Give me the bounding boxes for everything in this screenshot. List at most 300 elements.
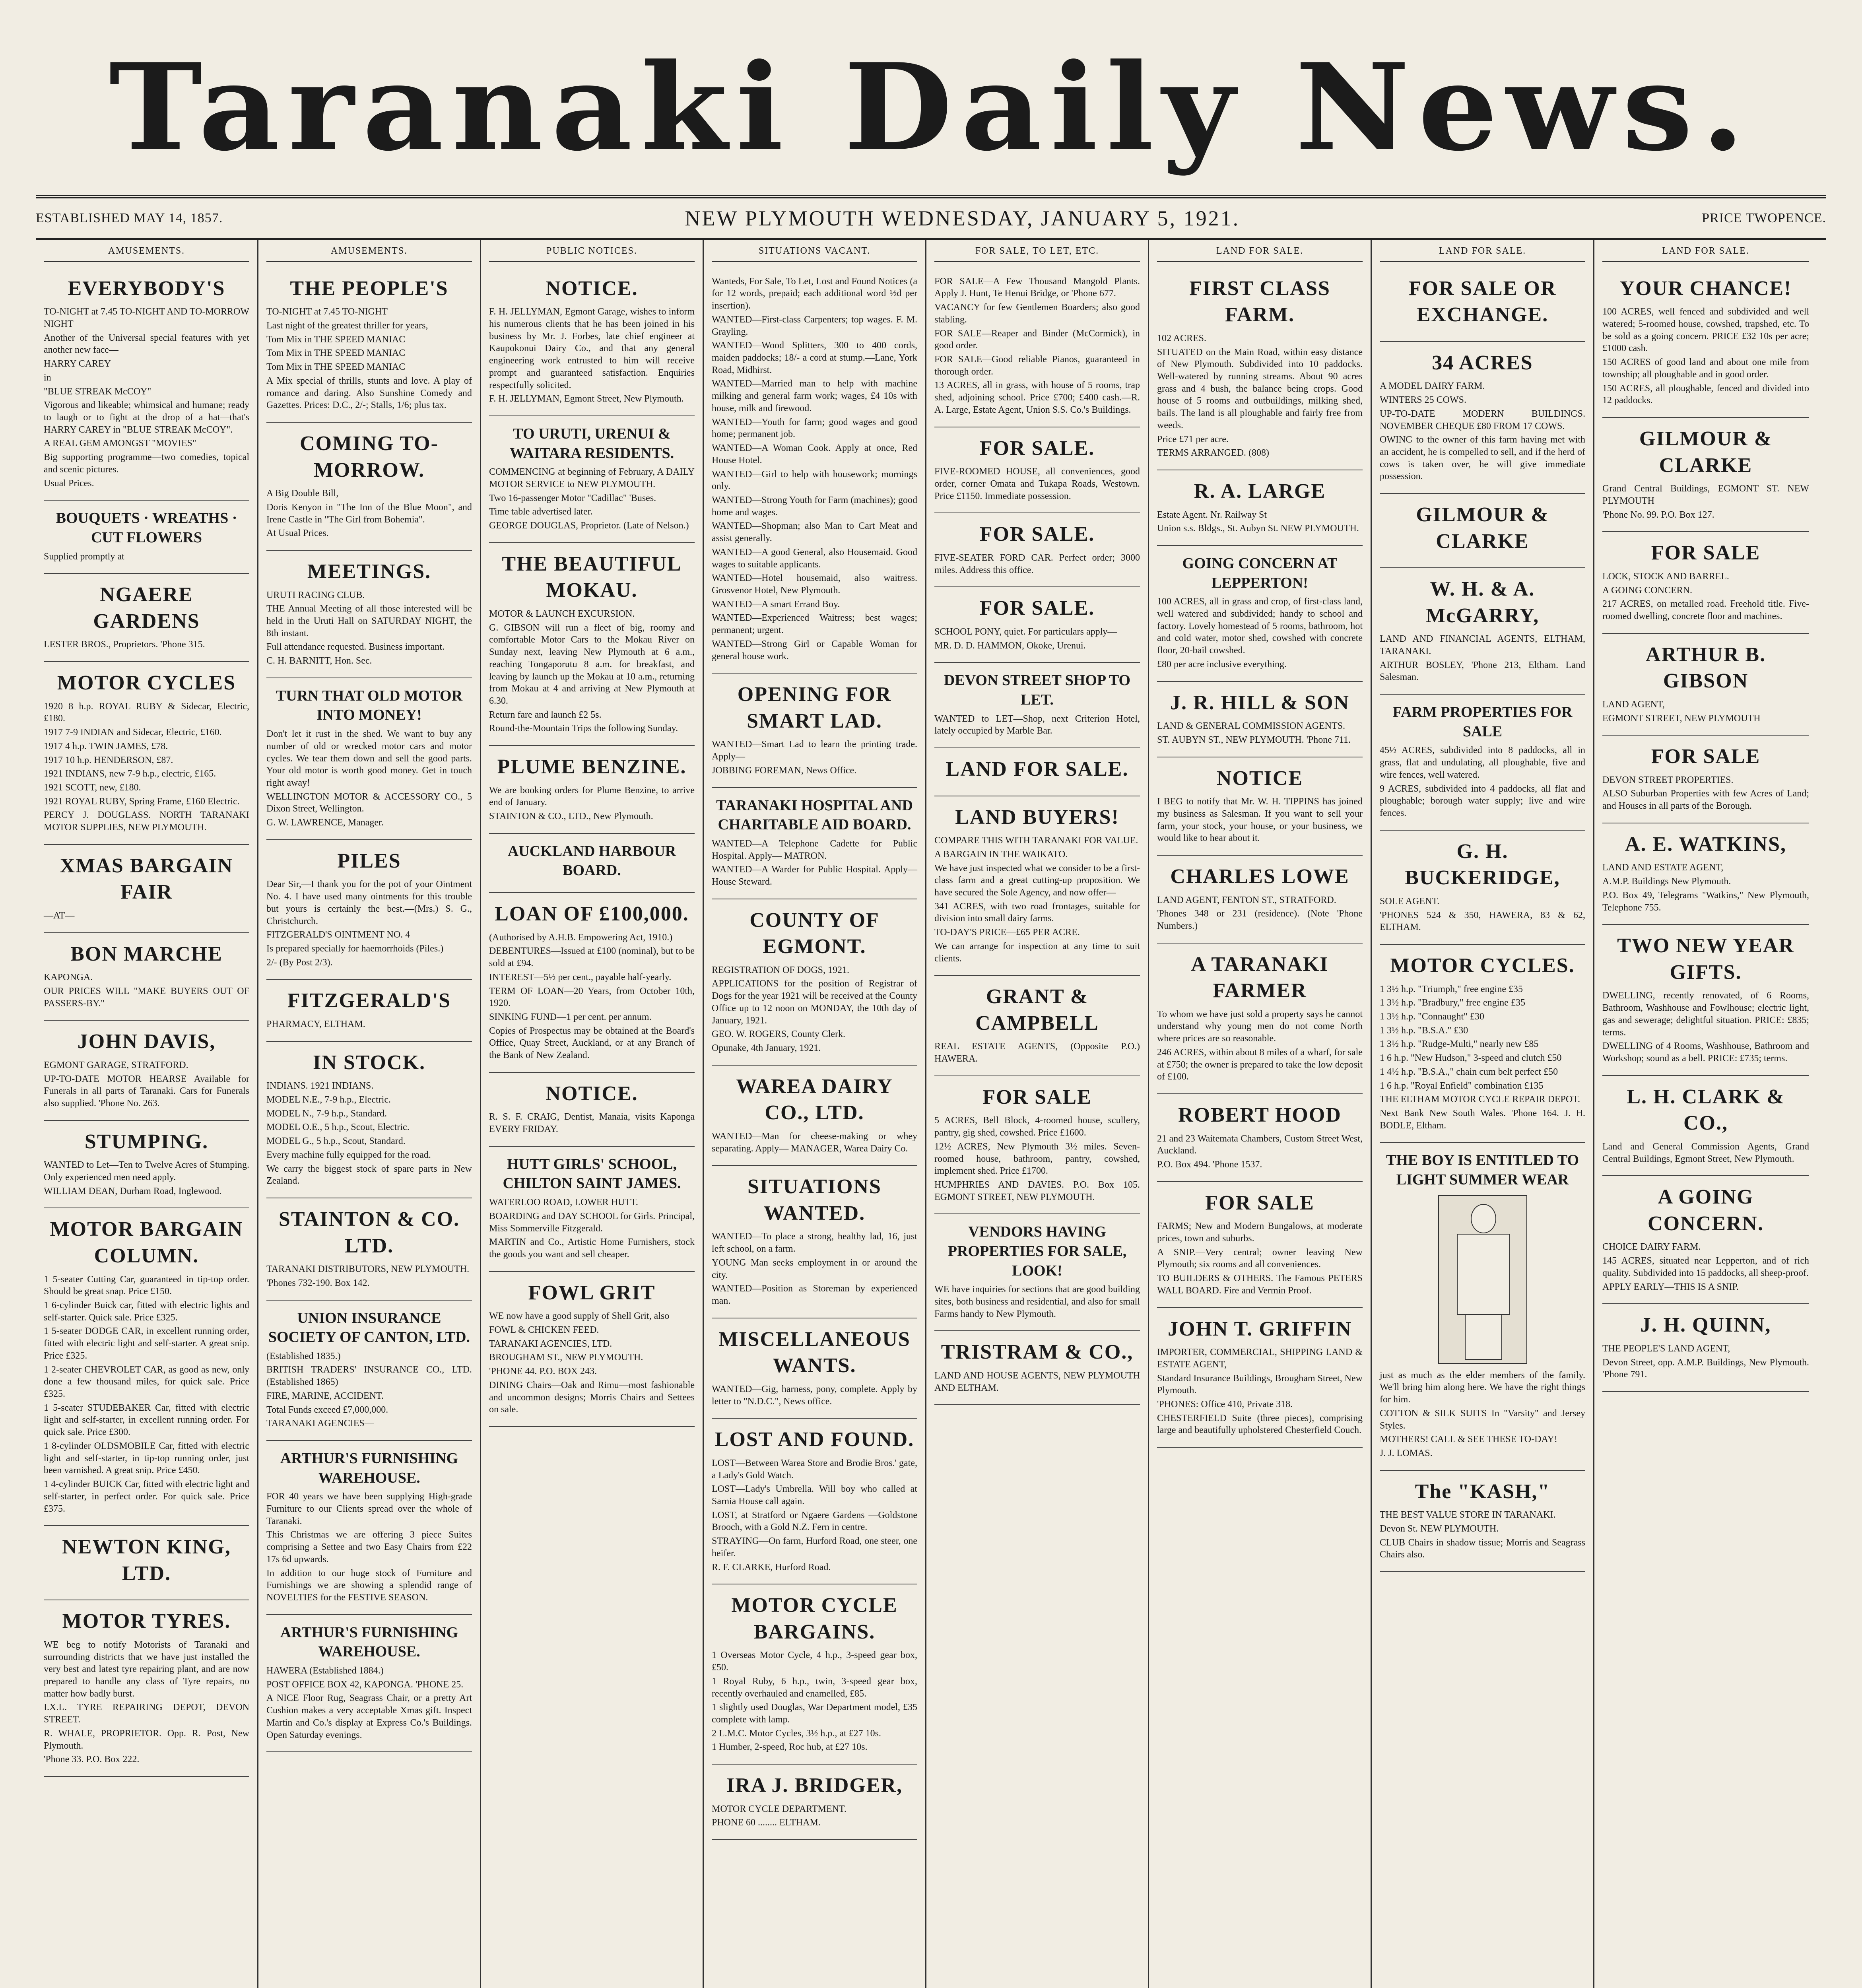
advertisement [1157,757,1363,856]
ad-title: TURN THAT OLD MOTOR INTO MONEY! [276,687,463,724]
column-2 [258,240,481,1988]
ad-text-line: FOR SALE—Good reliable Pianos, guaranteed in thorough order. [934,354,1140,377]
ad-text-line: VACANCY for few Gentlemen Boarders; also good stabling. [934,302,1140,325]
ad-text-line: 21 and 23 Waitemata Chambers, Custom Street West, Auckland. [1157,1133,1363,1156]
ad-title: NOTICE [1216,767,1303,790]
advertisement [1157,944,1363,1094]
ad-text-line: 217 ACRES, on metalled road. Freehold title. Five-roomed dwelling, concrete floor and machines. [1602,599,1809,621]
ad-text-line: SOLE AGENT. [1380,896,1440,907]
ad-text-line: I BEG to notify that Mr. W. H. TIPPINS has joined my business as Salesman. If you want to sell your farm, your stock, your house, or your business, we would like to hear about it. [1157,796,1363,844]
ad-text-line: (Authorised by A.H.B. Empowering Act, 1910.) [489,932,673,943]
advertisement [266,1042,472,1198]
ad-title: GILMOUR & CLARKE [1639,427,1773,477]
ad-text-line: In addition to our huge stock of Furniture and Furnishings we are showing a splendid range of NOVELTIES for the FESTIVE SEASON. [266,1568,472,1603]
ad-text-line: HAWERA (Established 1884.) [266,1666,384,1676]
ad-text-line: A REAL GEM AMONGST "MOVIES" [44,438,196,449]
advertisement [1602,736,1809,823]
ad-text-line: 1921 SCOTT, new, £180. [44,782,141,793]
advertisement [266,1301,472,1441]
ad-title: FOR SALE [982,1085,1092,1109]
ad-title: MEETINGS. [307,560,431,583]
ad-text-line: A MODEL DAIRY FARM. [1380,381,1485,392]
column-heading: PUBLIC NOTICES. [489,240,695,262]
ad-text-line: THE BEST VALUE STORE IN TARANAKI. [1380,1510,1556,1520]
column-heading: AMUSEMENTS. [44,240,249,262]
ad-text-line: TARANAKI AGENCIES, LTD. [489,1338,612,1349]
advertisement [934,663,1140,748]
ad-text-line: FIVE-ROOMED HOUSE, all conveniences, good order, corner Omata and Tukapa Roads, Westown. Price £1150. Immediate possession. [934,466,1140,501]
advertisement [1157,682,1363,757]
ad-text-line: Return fare and launch £2 5s. [489,709,602,720]
ad-text-line: F. H. JELLYMAN, Egmont Garage, wishes to inform his numerous clients that he has been joined in his business by Mr. J. Forbes, late chief engineer at Kaupokonui Dairy Co., and that any general engineering work entrusted to him will receive prompt and guaranteed satisfaction. Enquiries respectfully solicited. [489,307,695,390]
ad-text-line: 45½ ACRES, subdivided into 8 paddocks, all in grass, flat and undulating, all ploughable, five and wire fences, well watered. [1380,745,1585,780]
ad-text-line: LAND AND ESTATE AGENT, [1602,862,1724,873]
ad-text-line: 1 3½ h.p. "B.S.A." £30 [1380,1025,1468,1036]
ad-title: UNION INSURANCE SOCIETY OF CANTON, LTD. [268,1309,470,1346]
ad-text-line: ALSO Suburban Properties with few Acres of Land; and Houses in all parts of the Borough. [1602,788,1809,812]
ad-text-line: Tom Mix in THE SPEED MANIAC [266,362,406,373]
ad-text-line: MODEL N., 7-9 h.p., Standard. [266,1108,387,1119]
ad-text-line: WANTED—Strong Youth for Farm (machines); good home and wages. [712,495,917,518]
ad-text-line: A Big Double Bill, [266,488,339,499]
advertisement [44,1121,249,1209]
ad-text-line: COMMENCING at beginning of February, A DAILY MOTOR SERVICE to NEW PLYMOUTH. [489,467,695,489]
ad-text-line: Vigorous and likeable; whimsical and humane; ready to laugh or to fight at the drop of a hat—that's HARRY CAREY in "BLUE STREAK McCOY". [44,400,249,435]
ad-text-line: WANTED—A Woman Cook. Apply at once, Red House Hotel. [712,443,917,466]
advertisement [712,788,917,899]
ad-text-line: COMPARE THIS WITH TARANAKI FOR VALUE. [934,835,1138,846]
advertisement [934,796,1140,976]
column-heading: SITUATIONS VACANT. [712,240,917,262]
ad-title: IN STOCK. [313,1051,425,1074]
ad-text-line: FIVE-SEATER FORD CAR. Perfect order; 3000 miles. Address this office. [934,552,1140,575]
column-6 [1149,240,1372,1988]
ad-text-line: 5 ACRES, Bell Block, 4-roomed house, scullery, pantry, gig shed, cowshed. Price £1600. [934,1115,1140,1138]
ad-text-line: 1917 10 h.p. HENDERSON, £87. [44,755,173,765]
advertisement [712,1318,917,1419]
advertisement [1602,925,1809,1076]
ad-text-line: —AT— [44,910,75,921]
ad-text-line: A GOING CONCERN. [1602,585,1693,596]
ad-text-line: LAND AND HOUSE AGENTS, NEW PLYMOUTH AND ELTHAM. [934,1370,1140,1393]
ad-text-line: We carry the biggest stock of spare parts in New Zealand. [266,1163,472,1186]
ad-text-line: TERMS ARRANGED. (808) [1157,448,1270,458]
column-heading: LAND FOR SALE. [1602,240,1809,262]
ad-text-line: A NICE Floor Rug, Seagrass Chair, or a pretty Art Cushion makes a very acceptable Xmas gift. Inspect Martin and Co.'s display at Express Co.'s Buildings. Open Saturday evenings. [266,1693,472,1740]
column-heading: LAND FOR SALE. [1157,240,1363,262]
ad-title: LOST AND FOUND. [715,1428,914,1451]
ad-title: MOTOR CYCLES [57,672,236,695]
ad-text-line: WANTED—Man for cheese-making or whey separating. Apply— MANAGER, Warea Dairy Co. [712,1131,917,1154]
ad-title: FOR SALE [1651,542,1761,565]
ad-title: GOING CONCERN AT LEPPERTON! [1182,555,1338,591]
ad-text-line: Opunake, 4th January, 1921. [712,1043,821,1054]
ad-title: FOR SALE. [979,523,1095,546]
ad-title: ROBERT HOOD [1178,1104,1342,1127]
masthead-title: Taranaki Daily News. [109,37,1753,177]
ad-title: FOR SALE [1651,745,1761,768]
ad-text-line: SITUATED on the Main Road, within easy distance of New Plymouth. Subdivided into 10 paddocks. Well-watered by running streams. About 90 acres grass and 4 bush, the balance being crops. Good house of 5 rooms and outbuildings, milking shed, bails. The land is all ploughable and fairly free from weeds. [1157,347,1363,431]
advertisement [44,574,249,662]
ad-title: LOAN OF £100,000. [495,903,689,926]
boy-illustration [1438,1195,1527,1364]
advertisement [1157,268,1363,470]
advertisement [934,976,1140,1076]
ad-text-line: R. F. CLARKE, Hurford Road. [712,1562,831,1573]
ad-text-line: 1 slightly used Douglas, War Department model, £35 complete with lamp. [712,1702,917,1725]
ad-text-line: Tom Mix in THE SPEED MANIAC [266,334,406,345]
ad-text-line: MODEL O.E., 5 h.p., Scout, Electric. [266,1122,410,1133]
advertisement [44,933,249,1021]
advertisement [1602,634,1809,736]
ad-text-line: 'Phone 33. P.O. Box 222. [44,1754,140,1765]
ad-text-line: INDIANS. 1921 INDIANS. [266,1081,374,1091]
ad-text-line: WANTED—To place a strong, healthy lad, 16, just left school, on a farm. [712,1231,917,1254]
ad-text-line: Wanteds, For Sale, To Let, Lost and Found Notices (a for 12 words, prepaid; each additional word ½d per insertion). [712,276,917,311]
advertisement [266,1615,472,1753]
ad-text-line: Total Funds exceed £7,000,000. [266,1404,388,1415]
ad-text-line: FOR SALE—Reaper and Binder (McCormick), in good order. [934,328,1140,351]
ad-text-line: G. W. LAWRENCE, Manager. [266,817,384,828]
ad-text-line: 13 ACRES, all in grass, with house of 5 rooms, trap shed, adjoining school. Price £700; £400 cash.—R. A. Large, Estate Agent, Union S.S. Co.'s Buildings. [934,380,1140,415]
advertisement [934,427,1140,514]
ad-text-line: R. WHALE, PROPRIETOR. Opp. R. Post, New Plymouth. [44,1728,249,1751]
ad-text-line: C. H. BARNITT, Hon. Sec. [266,656,372,666]
ad-text-line: COTTON & SILK SUITS In "Varsity" and Jersey Styles. [1380,1408,1585,1431]
ad-title: COMING TO-MORROW. [300,432,439,481]
advertisement [1380,568,1585,695]
ad-title: THE BEAUTIFUL MOKAU. [502,552,682,602]
ad-title: GILMOUR & CLARKE [1416,503,1549,553]
ad-text-line: Dear Sir,—I thank you for the pot of your Ointment No. 4. I have used many ointments for this trouble but yours is certainly the best.—(Mrs.) S. G., Christchurch. [266,879,472,926]
ad-text-line: 1 Humber, 2-speed, Roc hub, at £27 10s. [712,1742,868,1753]
advertisement [44,501,249,574]
ad-text-line: Don't let it rust in the shed. We want to buy any number of old or wrecked motor cars and motor cycles. We tear them down and sell the good parts. Your old motor is worth good money. Get in touch right away! [266,729,472,788]
ad-title: TRISTRAM & CO., [941,1341,1134,1364]
ad-title: ARTHUR'S FURNISHING WAREHOUSE. [280,1624,458,1660]
ad-text-line: WANTED—A smart Errand Boy. [712,599,840,610]
ad-title: NOTICE. [546,277,638,300]
ad-title: PILES [337,849,401,872]
ad-text-line: WELLINGTON MOTOR & ACCESSORY CO., 5 Dixon Street, Wellington. [266,791,472,814]
ad-text-line: LAND AGENT, [1602,699,1665,710]
ad-title: L. H. CLARK & CO., [1627,1085,1785,1135]
ad-text-line: 150 ACRES of good land and about one mile from township; all ploughable and in good order. [1602,357,1809,380]
ad-text-line: OWING to the owner of this farm having met with an accident, he is compelled to sell, and if the herd of cows is taken over, he will give immediate possession. [1380,435,1585,482]
ad-text-line: APPLICATIONS for the position of Registrar of Dogs for the year 1921 will be received at the County Office up to 12 noon on MONDAY, the 10th day of January, 1921. [712,978,917,1026]
column-8 [1594,240,1817,1988]
ad-text-line: 1 Royal Ruby, 6 h.p., twin, 3-speed gear box, recently overhauled and enamelled, £85. [712,1676,917,1699]
ad-text-line: INTEREST—5½ per cent., payable half-yearly. [489,972,672,982]
ad-text-line: 'Phones 348 or 231 (residence). (Note 'Phone Numbers.) [1157,909,1363,931]
ad-text-line: 145 ACRES, situated near Lepperton, and of rich quality. Subdivided into 15 paddocks, all sheep-proof. [1602,1256,1809,1278]
ad-text-line: I.X.L. TYRE REPAIRING DEPOT, DEVON STREET. [44,1702,249,1725]
ad-text-line: WANTED—Gig, harness, pony, complete. Apply by letter to "N.D.C.", News office. [712,1384,917,1407]
ad-text-line: WINTERS 25 COWS. [1380,395,1466,406]
advertisement [1380,695,1585,831]
advertisement [266,1441,472,1615]
ad-title: A GOING CONCERN. [1648,1186,1764,1235]
ad-text-line: TARANAKI DISTRIBUTORS, NEW PLYMOUTH. [266,1264,470,1275]
column-1 [36,240,258,1988]
ad-text-line: 1 5-seater DODGE CAR, in excellent running order, fitted with electric light and self-starter. A great snip. Price £325. [44,1326,249,1361]
ad-title: FOR SALE [1205,1191,1314,1214]
ad-text-line: 'Phone No. 99. P.O. Box 127. [1602,509,1714,520]
advertisement [1602,418,1809,532]
advertisement [1602,1176,1809,1304]
ad-title: THE PEOPLE'S [290,277,449,300]
ad-text-line: (Established 1835.) [266,1351,341,1361]
ad-text-line: We can arrange for inspection at any time to suit clients. [934,941,1140,964]
ad-text-line: MARTIN and Co., Artistic Home Furnishers, stock the goods you want and sell cheaper. [489,1237,695,1260]
ad-text-line: CLUB Chairs in shadow tissue; Morris and Seagrass Chairs also. [1380,1537,1585,1560]
ad-text-line: £80 per acre inclusive everything. [1157,659,1287,670]
ad-text-line: FOWL & CHICKEN FEED. [489,1324,599,1335]
advertisement [934,268,1140,427]
advertisement [44,1600,249,1777]
advertisement [489,1147,695,1272]
ad-text-line: 1920 8 h.p. ROYAL RUBY & Sidecar, Electric, £180. [44,701,249,724]
ad-text-line: R. S. F. CRAIG, Dentist, Manaia, visits Kaponga EVERY FRIDAY. [489,1112,695,1135]
ad-text-line: TO-DAY'S PRICE—£65 PER ACRE. [934,927,1080,938]
ad-text-line: CHOICE DAIRY FARM. [1602,1242,1701,1252]
ad-title: A TARANAKI FARMER [1191,953,1329,1002]
ad-title: TARANAKI HOSPITAL AND CHARITABLE AID BOARD. [716,797,913,833]
ad-text-line: REGISTRATION OF DOGS, 1921. [712,965,850,975]
ad-text-line: EGMONT STREET, NEW PLYMOUTH [1602,713,1761,724]
ad-text-line: CHESTERFIELD Suite (three pieces), comprising large and beautifully upholstered Chesterfield Couch. [1157,1413,1363,1436]
ad-title: LAND FOR SALE. [946,757,1129,780]
ad-text-line: WANTED—A good General, also Housemaid. Good wages to suitable applicants. [712,547,917,570]
ad-text-line: URUTI RACING CLUB. [266,590,365,600]
ad-text-line: LAND AND FINANCIAL AGENTS, ELTHAM, TARANAKI. [1380,634,1585,657]
advertisement [1602,1304,1809,1392]
ad-text-line: WANTED to LET—Shop, next Criterion Hotel, lately occupied by Marble Bar. [934,713,1140,736]
ad-text-line: THE Annual Meeting of all those interested will be held in the Uruti Hall on SATURDAY NIGHT, the 8th instant. [266,604,472,639]
ad-title: YOUR CHANCE! [1619,277,1792,300]
ad-title: PLUME BENZINE. [497,755,687,779]
ad-text-line: P.O. Box 49, Telegrams "Watkins," New Plymouth, Telephone 755. [1602,890,1809,913]
ad-text-line: 1 6 h.p. "New Hudson," 3-speed and clutch £50 [1380,1053,1562,1064]
ad-text-line: We are booking orders for Plume Benzine, to arrive end of January. [489,785,695,808]
ad-text-line: UP-TO-DATE MOTOR HEARSE Available for Funerals in all parts of Taranaki. Cars for Funerals also supplied. 'Phone No. 263. [44,1074,249,1109]
ad-text-line: LOCK, STOCK AND BARREL. [1602,571,1729,582]
ad-text-line: Full attendance requested. Business important. [266,642,445,652]
ad-text-line: G. GIBSON will run a fleet of big, roomy and comfortable Motor Cars to the Mokau River on Sunday next, leaving New Plymouth at 6 a.m., reaching Tongaporutu 8 a.m. for breakfast, and leaving by launch up the Mokau at 10 a.m., returning from Mokau at 4 and arriving at New Plymouth at 6.30. [489,622,695,706]
ad-text-line: TO-NIGHT at 7.45 TO-NIGHT [266,307,388,317]
ad-title: MOTOR BARGAIN COLUMN. [50,1218,243,1268]
ad-text-line: WE beg to notify Motorists of Taranaki and surrounding districts that we have just installed the very best and latest tyre repairing plant, and are now prepared to handle any class of Tyre repairs, no matter how badly burst. [44,1639,249,1699]
ad-title: FOR SALE. [979,597,1095,620]
advertisement [266,423,472,551]
advertisement [489,1272,695,1427]
ad-text-line: 'Phones 732-190. Box 142. [266,1277,370,1288]
established-note: ESTABLISHED MAY 14, 1857. [36,211,223,225]
advertisement [934,587,1140,663]
ad-title: BOUQUETS · WREATHS · CUT FLOWERS [56,510,237,546]
column-heading: AMUSEMENTS. [266,240,472,262]
ad-text-line: LOST—Between Warea Store and Brodie Bros.' gate, a Lady's Gold Watch. [712,1458,917,1481]
ad-text-line: WANTED to Let—Ten to Twelve Acres of Stumping. Only experienced men need apply. [44,1160,249,1183]
advertisement [1602,532,1809,633]
ad-text-line: WANTED—Youth for farm; good wages and good home; permanent job. [712,417,917,440]
ad-text-line: MODEL N.E., 7-9 h.p., Electric. [266,1094,391,1105]
ad-text-line: MOTOR & LAUNCH EXCURSION. [489,608,635,619]
ad-title: W. H. & A. McGARRY, [1425,578,1540,627]
ad-text-line: MOTHERS! CALL & SEE THESE TO-DAY! [1380,1434,1557,1445]
advertisement [489,893,695,1073]
ad-text-line: A Mix special of thrills, stunts and love. A play of romance and daring. Also Sunshine Comedy and Gazettes. Prices: D.C., 2/-; Stalls, 1/6; plus tax. [266,375,472,411]
ad-text-line: DEVON STREET PROPERTIES. [1602,775,1734,785]
ad-text-line: ST. AUBYN ST., NEW PLYMOUTH. 'Phone 711. [1157,734,1351,745]
advertisement [1157,470,1363,546]
advertisement [266,268,472,423]
advertisement [266,980,472,1041]
ad-text-line: 'PHONE 44. P.O. BOX 243. [489,1366,597,1377]
ad-text-line: WANTED—Position as Storeman by experienced man. [712,1283,917,1306]
ad-text-line: WANTED—A Warder for Public Hospital. Apply— House Steward. [712,864,917,887]
ad-text-line: 'PHONES: Office 410, Private 318. [1157,1399,1293,1410]
ad-text-line: STRAYING—On farm, Hurford Road, one steer, one heifer. [712,1536,917,1559]
ad-text-line: HARRY CAREY [44,359,111,369]
column-heading: FOR SALE, TO LET, ETC. [934,240,1140,262]
advertisement [489,746,695,834]
ad-text-line: FOR 40 years we have been supplying High-grade Furniture to our Clients spread over the whole of Taranaki. [266,1491,472,1526]
advertisement [44,1021,249,1120]
ad-title: FIRST CLASS FARM. [1189,277,1330,326]
ad-text-line: P.O. Box 494. 'Phone 1537. [1157,1159,1262,1170]
ad-text-line: 1 3½ h.p. "Triumph," free engine £35 [1380,984,1523,994]
ad-text-line: Devon Street, opp. A.M.P. Buildings, New Plymouth. 'Phone 791. [1602,1357,1809,1380]
ad-text-line: WANTED—First-class Carpenters; top wages. F. M. Grayling. [712,314,917,337]
column-4 [704,240,926,1988]
ad-text-line: LAND & GENERAL COMMISSION AGENTS. [1157,721,1346,732]
ad-text-line: YOUNG Man seeks employment in or around the city. [712,1257,917,1280]
ad-text-line: Usual Prices. [44,478,94,489]
ad-text-line: 1921 ROYAL RUBY, Spring Frame, £160 Electric. [44,796,240,807]
advertisement [1157,856,1363,944]
ad-text-line: 246 ACRES, within about 8 miles of a wharf, for sale at £750; the owner is prepared to take the low deposit of £100. [1157,1047,1363,1082]
ad-text-line: 2/- (By Post 2/3). [266,957,333,968]
ad-text-line: Grand Central Buildings, EGMONT ST. NEW PLYMOUTH [1602,483,1809,506]
ad-text-line: Supplied promptly at [44,551,124,562]
ad-text-line: J. J. LOMAS. [1380,1448,1433,1458]
advertisement [1602,268,1809,418]
advertisement [712,674,917,788]
ad-title: The "KASH," [1415,1480,1550,1503]
ad-text-line: FARMS; New and Modern Bungalows, at moderate prices, town and suburbs. [1157,1221,1363,1244]
ad-title: COUNTY OF EGMONT. [749,909,880,958]
ad-text-line: WANTED—Smart Lad to learn the printing trade. Apply— [712,739,917,762]
columns-container [36,240,1826,1988]
ad-text-line: Union s.s. Bldgs., St. Aubyn St. NEW PLYMOUTH. [1157,523,1359,534]
ad-text-line: Doris Kenyon in "The Inn of the Blue Moon", and Irene Castle in "The Girl from Bohemia". [266,502,472,525]
ad-text-line: GEO. W. ROGERS, County Clerk. [712,1029,846,1040]
ad-text-line: Copies of Prospectus may be obtained at the Board's Office, Quay Street, Auckland, or at any Branch of the Bank of New Zealand. [489,1025,695,1061]
ad-title: TWO NEW YEAR GIFTS. [1617,934,1794,984]
ad-text-line: This Christmas we are offering 3 piece Suites comprising a Settee and two Easy Chairs from £22 17s 6d upwards. [266,1530,472,1565]
ad-text-line: DWELLING of 4 Rooms, Washhouse, Bathroom and Workshop; sound as a bell. PRICE: £735; terms. [1602,1041,1809,1064]
ad-text-line: Is prepared specially for haemorrhoids (Piles.) [266,943,444,954]
advertisement [934,1076,1140,1215]
ad-text-line: FOR SALE—A Few Thousand Mangold Plants. Apply J. Hunt, Te Henui Bridge, or 'Phone 677. [934,276,1140,299]
advertisement [489,834,695,893]
ad-text-line: 1 5-seater Cutting Car, guaranteed in tip-top order. Should be great snap. Price £150. [44,1274,249,1297]
ad-text-line: APPLY EARLY—THIS IS A SNIP. [1602,1281,1739,1292]
ad-text-line: DWELLING, recently renovated, of 6 Rooms, Bathroom, Washhouse and Fowlhouse; electric light, gas and sewerage; delightful situation. PRICE: £835; terms. [1602,990,1809,1038]
ad-title: MOTOR CYCLES. [1390,954,1575,977]
ad-title: R. A. LARGE [1194,480,1326,503]
ad-title: WAREA DAIRY CO., LTD. [736,1075,893,1124]
ad-text-line: Big supporting programme—two comedies, topical and scenic pictures. [44,452,249,475]
advertisement [44,1526,249,1600]
advertisement [1380,342,1585,494]
ad-text-line: 100 ACRES, all in grass and crop, of first-class land, well watered and subdivided; handy to school and factory. Lovely homestead of 5 rooms, bathroom, hot and cold water, motor shed, cowshed with concrete floor, 20-bail cowshed. [1157,596,1363,656]
advertisement [1602,823,1809,925]
ad-text-line: REAL ESTATE AGENTS, (Opposite P.O.) HAWERA. [934,1041,1140,1064]
ad-text-line: A SNIP.—Very central; owner leaving New Plymouth; six rooms and all conveniences. [1157,1247,1363,1270]
ad-title: J. R. HILL & SON [1170,691,1349,714]
ad-text-line: WANTED—Hotel housemaid, also waitress. Grosvenor Hotel, New Plymouth. [712,573,917,596]
ad-text-line: POST OFFICE BOX 42, KAPONGA. 'PHONE 25. [266,1679,464,1690]
advertisement [712,1419,917,1584]
ad-text-line: just as much as the elder members of the family. We'll bring him along here. We have the right things for him. [1380,1370,1585,1405]
ad-text-line: 1917 4 h.p. TWIN JAMES, £78. [44,741,168,751]
ad-title: JOHN DAVIS, [77,1030,216,1053]
ad-title: J. H. QUINN, [1640,1314,1771,1337]
ad-text-line: Another of the Universal special features with yet another new face— [44,332,249,355]
advertisement [489,1073,695,1147]
advertisement [712,1166,917,1318]
advertisement [266,678,472,840]
ad-text-line: HUMPHRIES AND DAVIES. P.O. Box 105. EGMONT STREET, NEW PLYMOUTH. [934,1179,1140,1202]
ad-title: IRA J. BRIDGER, [726,1774,903,1797]
ad-text-line: 150 ACRES, all ploughable, fenced and divided into 12 paddocks. [1602,383,1809,406]
advertisement [1380,494,1585,568]
ad-title: FOR SALE. [979,437,1095,460]
ad-title: G. H. BUCKERIDGE, [1405,840,1560,889]
advertisement [489,416,695,543]
ad-title: STAINTON & CO. LTD. [278,1208,460,1257]
ad-title: NGAERE GARDENS [93,583,200,633]
ad-text-line: WANTED—Married man to help with machine milking and general farm work; wages, £4 10s with house, milk and firewood. [712,379,917,414]
ad-title: THE BOY IS ENTITLED TO LIGHT SUMMER WEAR [1386,1152,1579,1188]
ad-text-line: 1 Overseas Motor Cycle, 4 h.p., 3-speed gear box, £50. [712,1650,917,1673]
ad-text-line: THE ELTHAM MOTOR CYCLE REPAIR DEPOT. [1380,1094,1580,1105]
ad-text-line: STAINTON & CO., LTD., New Plymouth. [489,811,653,822]
ad-text-line: A BARGAIN IN THE WAIKATO. [934,849,1068,860]
column-7 [1372,240,1594,1988]
ad-text-line: WILLIAM DEAN, Durham Road, Inglewood. [44,1186,222,1196]
advertisement [934,1331,1140,1405]
advertisement [44,1208,249,1526]
dateline-bar [36,195,1826,240]
ad-text-line: 1921 INDIANS, new 7-9 h.p., electric, £165. [44,769,216,779]
ad-title: FOR SALE OR EXCHANGE. [1408,277,1557,326]
ad-text-line: JOBBING FOREMAN, News Office. [712,765,857,776]
ad-text-line: SINKING FUND—1 per cent. per annum. [489,1011,652,1022]
ad-text-line: WANTED—A Telephone Cadette for Public Hospital. Apply— MATRON. [712,838,917,861]
ad-title: 34 ACRES [1432,351,1533,374]
ad-text-line: We have just inspected what we consider to be a first-class farm and a great cutting-up proposition. We have secured the Sole Agency, and now offer— [934,863,1140,898]
ad-text-line: TARANAKI AGENCIES— [266,1418,374,1429]
ad-text-line: F. H. JELLYMAN, Egmont Street, New Plymouth. [489,394,684,404]
ad-text-line: TO BUILDERS & OTHERS. The Famous PETERS WALL BOARD. Fire and Vermin Proof. [1157,1273,1363,1296]
ad-text-line: Estate Agent. Nr. Railway St [1157,509,1267,520]
ad-text-line: 1 8-cylinder OLDSMOBILE Car, fitted with electric light and self-starter, in tip-top running order, just been varnished. A great snip. Price £450. [44,1441,249,1476]
ad-text-line: LOST, at Stratford or Ngaere Gardens —Goldstone Brooch, with a Gold N.Z. Fern in centre. [712,1510,917,1533]
ad-title: AUCKLAND HARBOUR BOARD. [507,843,676,879]
